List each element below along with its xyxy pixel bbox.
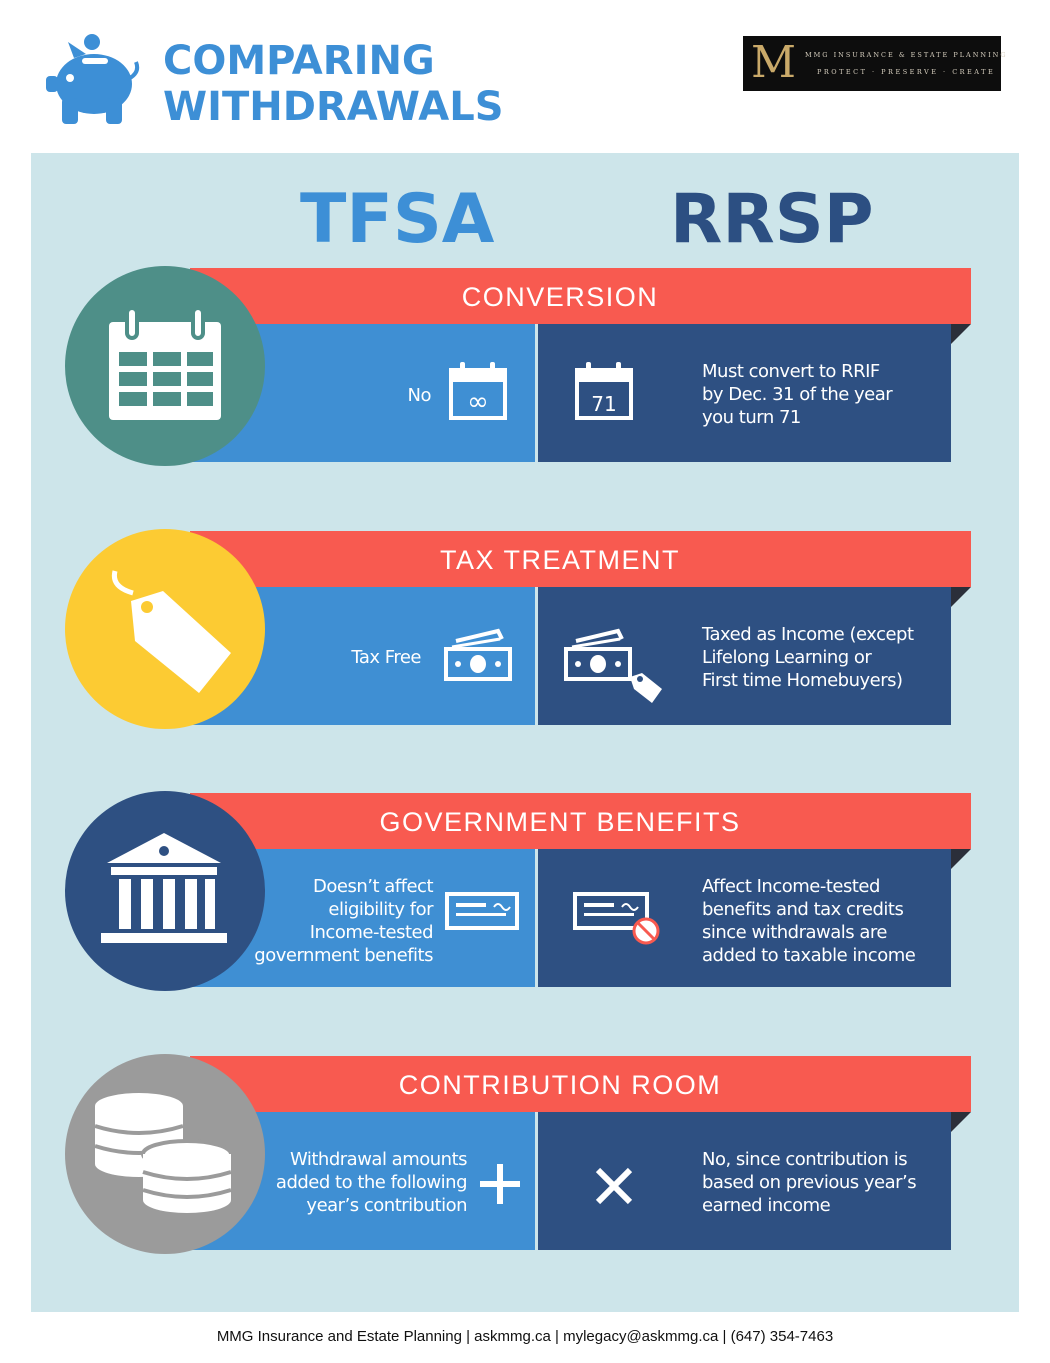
tfsa-text-line: Withdrawal amounts xyxy=(289,1149,467,1170)
money-icon xyxy=(442,627,514,683)
section-contribution-room xyxy=(0,1054,1050,1254)
footer-contact: MMG Insurance and Estate Planning | askmmg.ca | mylegacy@askmmg.ca | (647) 354-7463 xyxy=(216,1328,834,1345)
tfsa-column-heading: TFSA xyxy=(300,180,495,259)
page-title-line1: COMPARING xyxy=(163,38,435,84)
calendar-number: 71 xyxy=(591,392,617,416)
cross-icon xyxy=(594,1166,634,1206)
logo-tagline: PROTECT · PRESERVE · CREATE xyxy=(817,68,996,76)
section-banner xyxy=(190,793,971,849)
section-title: CONVERSION xyxy=(461,282,659,312)
logo-company-name: MMG INSURANCE & ESTATE PLANNING xyxy=(805,51,1008,59)
rrsp-text-line: by Dec. 31 of the year xyxy=(702,384,893,405)
rrsp-text-line: Lifelong Learning or xyxy=(702,647,872,668)
rrsp-text-line: benefits and tax credits xyxy=(702,899,904,920)
section-government-benefits xyxy=(0,791,1050,991)
infinity-symbol: ∞ xyxy=(467,387,489,417)
section-conversion xyxy=(0,266,1050,466)
section-icon-circle xyxy=(65,266,265,466)
banner-fold xyxy=(951,587,971,607)
cheque-icon xyxy=(444,891,520,931)
plus-icon xyxy=(478,1162,522,1206)
banner-fold xyxy=(951,324,971,344)
rrsp-text-line: Affect Income-tested xyxy=(702,876,880,897)
rrsp-text xyxy=(702,623,947,692)
rrsp-text-line: No, since contribution is xyxy=(702,1149,908,1170)
coins-icon xyxy=(91,1090,241,1220)
tfsa-text-line: year’s contribution xyxy=(306,1195,467,1216)
rrsp-text xyxy=(702,1148,947,1217)
tfsa-text xyxy=(237,1148,467,1217)
tfsa-text-line: government benefits xyxy=(254,945,433,966)
rrsp-column-heading: RRSP xyxy=(670,180,874,259)
rrsp-cell xyxy=(538,849,951,987)
section-banner xyxy=(190,1056,971,1112)
tfsa-text-line: Doesn’t affect xyxy=(313,876,433,897)
piggy-bank-icon xyxy=(44,32,140,126)
section-icon-circle xyxy=(65,529,265,729)
tfsa-text-line: eligibility for xyxy=(328,899,433,920)
tfsa-text-line: added to the following xyxy=(275,1172,467,1193)
page-title xyxy=(163,38,504,130)
rrsp-text-line: based on previous year’s xyxy=(702,1172,917,1193)
tfsa-text-line: No xyxy=(407,385,431,406)
tfsa-text-line: Tax Free xyxy=(351,647,421,668)
rrsp-text xyxy=(702,360,942,429)
section-title: GOVERNMENT BENEFITS xyxy=(379,807,741,837)
calendar-71-icon xyxy=(574,362,636,422)
company-logo xyxy=(743,36,1008,91)
price-tag-icon xyxy=(105,567,235,697)
calendar-icon xyxy=(105,308,225,424)
rrsp-text xyxy=(702,875,947,967)
rrsp-text-line: added to taxable income xyxy=(702,945,916,966)
rrsp-text-line: Taxed as Income (except xyxy=(702,624,914,645)
rrsp-text-line: you turn 71 xyxy=(702,407,801,428)
rrsp-cell xyxy=(538,324,951,462)
rrsp-text-line: Must convert to RRIF xyxy=(702,361,880,382)
rrsp-text-line: First time Homebuyers) xyxy=(702,670,903,691)
banner-fold xyxy=(951,1112,971,1132)
money-tag-icon xyxy=(562,627,666,707)
calendar-infinity-icon xyxy=(448,362,510,422)
rrsp-cell xyxy=(538,587,951,725)
bank-building-icon xyxy=(99,829,229,949)
section-title: CONTRIBUTION ROOM xyxy=(398,1070,722,1100)
rrsp-text-line: earned income xyxy=(702,1195,831,1216)
cheque-blocked-icon xyxy=(572,891,662,947)
section-icon-circle xyxy=(65,1054,265,1254)
banner-fold xyxy=(951,849,971,869)
section-banner xyxy=(190,268,971,324)
section-banner xyxy=(190,531,971,587)
logo-letter: M xyxy=(751,37,797,88)
page-title-line2: WITHDRAWALS xyxy=(163,84,504,130)
section-icon-circle xyxy=(65,791,265,991)
rrsp-text-line: since withdrawals are xyxy=(702,922,887,943)
section-tax-treatment xyxy=(0,529,1050,729)
rrsp-cell xyxy=(538,1112,951,1250)
section-title: TAX TREATMENT xyxy=(439,545,680,575)
tfsa-text-line: Income-tested xyxy=(309,922,433,943)
